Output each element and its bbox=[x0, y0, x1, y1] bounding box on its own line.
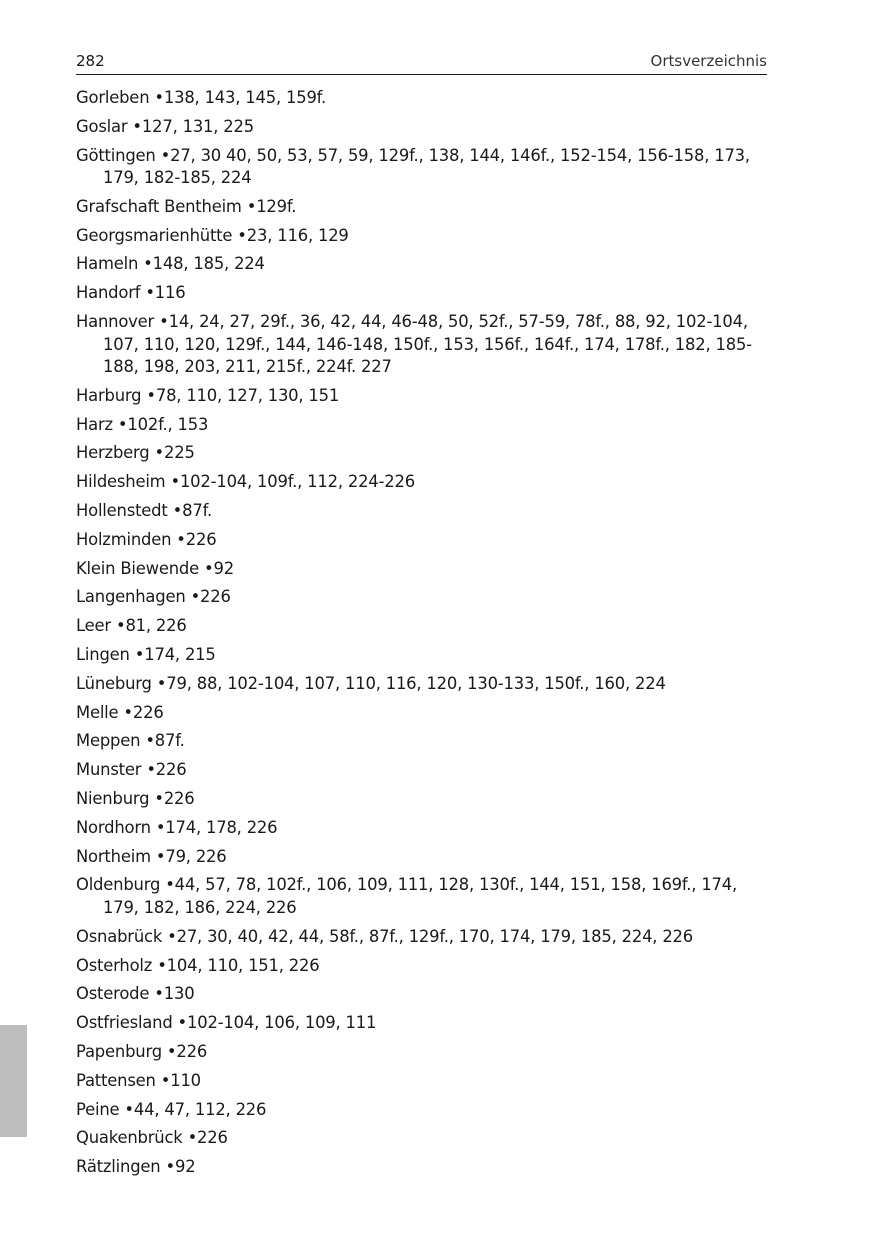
index-entry-place: Osnabrück • bbox=[76, 927, 177, 946]
index-entry-place: Gorleben • bbox=[76, 88, 164, 107]
index-entry bbox=[76, 87, 767, 110]
index-entry-pages: 129f. bbox=[256, 196, 297, 216]
index-entry-place: Papenburg • bbox=[76, 1042, 176, 1061]
index-entry-place: Rätzlingen • bbox=[76, 1157, 175, 1176]
index-entry-pages: 226 bbox=[132, 702, 164, 722]
index-entry-pages: 92 bbox=[213, 558, 234, 578]
index-entry-pages: 148, 185, 224 bbox=[152, 254, 265, 274]
index-entry bbox=[76, 1012, 767, 1035]
index-entry-place: Hannover • bbox=[76, 312, 169, 331]
index-entry-pages: 127, 131, 225 bbox=[141, 116, 254, 136]
index-entry-place: Harz • bbox=[76, 415, 127, 434]
index-entry bbox=[76, 500, 767, 523]
index-entry-pages: 116 bbox=[154, 283, 186, 303]
index-entry-place: Leer • bbox=[76, 616, 125, 635]
index-entry-place: Herzberg • bbox=[76, 443, 164, 462]
index-entry-pages: 102f., 153 bbox=[127, 414, 209, 434]
index-entry-pages: 14, 24, 27, 29f., 36, 42, 44, 46-48, 50, 52f., 57-59, 78f., 88, 92, 102-104, 107, 110, 120, 129f., 144, 146-148, 150f., 153, 156f., 164f., 174, 178f., 182, 185-188, 198, 203, 211, 215f., 224f. 227 bbox=[103, 312, 752, 377]
index-entry-place: Lüneburg • bbox=[76, 674, 166, 693]
thumb-index-tab bbox=[0, 1025, 27, 1137]
index-entry bbox=[76, 196, 767, 219]
index-entry-place: Pattensen • bbox=[76, 1071, 170, 1090]
index-entry bbox=[76, 558, 767, 581]
index-entry bbox=[76, 955, 767, 978]
index-entry bbox=[76, 529, 767, 552]
index-entry bbox=[76, 1041, 767, 1064]
index-entry-place: Munster • bbox=[76, 760, 156, 779]
index-entry bbox=[76, 1156, 767, 1179]
index-entry bbox=[76, 471, 767, 494]
page-header bbox=[76, 50, 767, 75]
index-entry-pages: 174, 215 bbox=[144, 645, 216, 665]
index-entry bbox=[76, 926, 767, 949]
index-entry-place: Hollenstedt • bbox=[76, 501, 182, 520]
index-entry-place: Harburg • bbox=[76, 386, 156, 405]
index-entry bbox=[76, 1099, 767, 1122]
index-entry-place: Northeim • bbox=[76, 847, 165, 866]
index-entry-place: Meppen • bbox=[76, 731, 155, 750]
index-entry-pages: 174, 178, 226 bbox=[165, 817, 278, 837]
index-entry-pages: 102-104, 106, 109, 111 bbox=[187, 1013, 377, 1033]
index-entry-pages: 87f. bbox=[154, 731, 185, 751]
index-entry-place: Langenhagen • bbox=[76, 587, 200, 606]
index-entry-pages: 79, 88, 102-104, 107, 110, 116, 120, 130-133, 150f., 160, 224 bbox=[166, 673, 666, 693]
index-entry bbox=[76, 311, 767, 379]
index-entry-pages: 226 bbox=[155, 760, 187, 780]
index-entry-pages: 130 bbox=[163, 984, 195, 1004]
index-entry bbox=[76, 702, 767, 725]
index-entry bbox=[76, 1127, 767, 1150]
index-entry-place: Osterholz • bbox=[76, 956, 167, 975]
index-entry-pages: 23, 116, 129 bbox=[246, 225, 349, 245]
index-entry bbox=[76, 874, 767, 919]
index-entry bbox=[76, 644, 767, 667]
index-entry-pages: 79, 226 bbox=[165, 846, 227, 866]
index-entry-place: Georgsmarienhütte • bbox=[76, 226, 247, 245]
index-entry-place: Nordhorn • bbox=[76, 818, 165, 837]
index-entry bbox=[76, 385, 767, 408]
index-entry bbox=[76, 282, 767, 305]
index-entry-place: Klein Biewende • bbox=[76, 559, 213, 578]
index-entry bbox=[76, 788, 767, 811]
index-entry-place: Melle • bbox=[76, 703, 133, 722]
index-entry-pages: 226 bbox=[200, 587, 231, 607]
index-entry-pages: 226 bbox=[197, 1128, 228, 1148]
index-entry-pages: 226 bbox=[176, 1041, 208, 1061]
index-entry-place: Grafschaft Bentheim • bbox=[76, 197, 256, 216]
index-entry-pages: 138, 143, 145, 159f. bbox=[163, 88, 327, 107]
place-index-list bbox=[76, 87, 767, 1185]
index-entry-pages: 78, 110, 127, 130, 151 bbox=[155, 385, 340, 405]
index-entry bbox=[76, 586, 767, 609]
index-entry-place: Hameln • bbox=[76, 254, 153, 273]
index-entry-place: Goslar • bbox=[76, 117, 142, 136]
index-entry-pages: 102-104, 109f., 112, 224-226 bbox=[179, 472, 415, 492]
index-entry bbox=[76, 615, 767, 638]
index-entry bbox=[76, 1070, 767, 1093]
index-entry-pages: 92 bbox=[174, 1157, 196, 1177]
index-entry bbox=[76, 673, 767, 696]
index-entry-place: Peine • bbox=[76, 1100, 134, 1119]
index-entry bbox=[76, 414, 767, 437]
index-entry-place: Hildesheim • bbox=[76, 472, 180, 491]
index-entry-place: Oldenburg • bbox=[76, 875, 175, 894]
index-entry-place: Ostfriesland • bbox=[76, 1013, 187, 1032]
index-entry-place: Osterode • bbox=[76, 984, 164, 1003]
index-entry-pages: 87f. bbox=[182, 501, 212, 521]
index-entry-pages: 226 bbox=[185, 529, 217, 549]
index-entry-pages: 27, 30, 40, 42, 44, 58f., 87f., 129f., 170, 174, 179, 185, 224, 226 bbox=[176, 926, 694, 946]
index-entry bbox=[76, 759, 767, 782]
index-entry-pages: 27, 30 40, 50, 53, 57, 59, 129f., 138, 144, 146f., 152-154, 156-158, 173, 179, 182-185, 224 bbox=[103, 145, 750, 188]
index-entry-pages: 104, 110, 151, 226 bbox=[166, 955, 320, 975]
index-entry bbox=[76, 145, 767, 190]
index-entry bbox=[76, 225, 767, 248]
page-number: 282 bbox=[76, 52, 105, 70]
index-entry bbox=[76, 983, 767, 1006]
index-entry-place: Handorf • bbox=[76, 283, 155, 302]
index-entry-place: Holzminden • bbox=[76, 530, 186, 549]
index-entry-place: Nienburg • bbox=[76, 789, 164, 808]
index-entry-pages: 81, 226 bbox=[125, 616, 187, 636]
index-entry bbox=[76, 116, 767, 139]
running-head: Ortsverzeichnis bbox=[650, 52, 767, 70]
index-entry-place: Quakenbrück • bbox=[76, 1128, 197, 1147]
index-entry-pages: 44, 57, 78, 102f., 106, 109, 111, 128, 130f., 144, 151, 158, 169f., 174, 179, 182, 186, 224, 226 bbox=[103, 875, 738, 917]
index-entry-place: Lingen • bbox=[76, 645, 144, 664]
index-entry bbox=[76, 442, 767, 465]
index-entry-place: Göttingen • bbox=[76, 146, 170, 165]
index-entry bbox=[76, 730, 767, 753]
index-entry bbox=[76, 846, 767, 869]
index-entry-pages: 110 bbox=[170, 1070, 201, 1090]
index-entry-pages: 225 bbox=[163, 443, 195, 463]
index-entry-pages: 44, 47, 112, 226 bbox=[133, 1099, 267, 1119]
index-entry bbox=[76, 253, 767, 276]
index-entry bbox=[76, 817, 767, 840]
index-entry-pages: 226 bbox=[163, 789, 195, 809]
